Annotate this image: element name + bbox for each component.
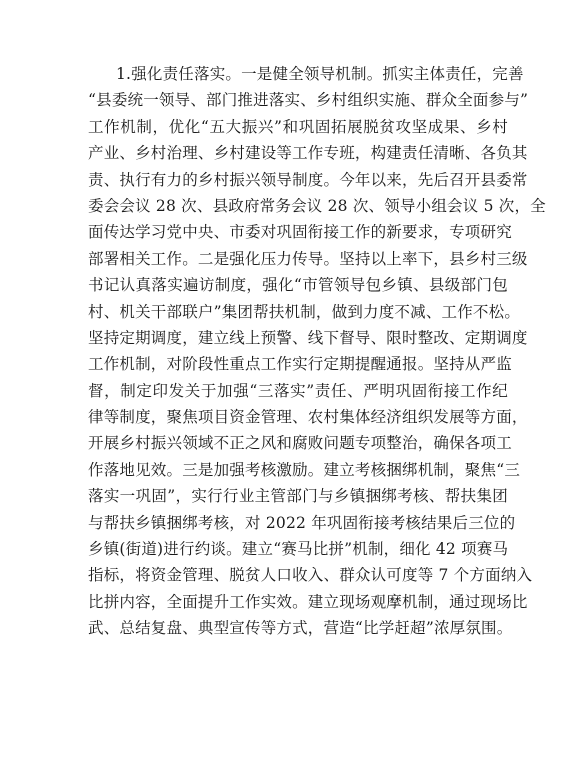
paragraph-line: 落实一巩固”，实行行业主管部门与乡镇捆绑考核、帮扶集团 xyxy=(88,487,508,506)
paragraph-line: 与帮扶乡镇捆绑考核，对 2022 年巩固衔接考核结果后三位的 xyxy=(88,513,516,532)
paragraph-line: 面传达学习党中央、市委对巩固衔接工作的新要求，专项研究 xyxy=(88,223,512,242)
paragraph-line: 村、机关干部联户”集团帮扶机制，做到力度不减、工作不松。 xyxy=(88,302,521,321)
paragraph-line: 工作机制，优化“五大振兴”和巩固拓展脱贫攻坚成果、乡村 xyxy=(88,117,508,136)
paragraph-line: 指标，将资金管理、脱贫人口收入、群众认可度等 7 个方面纳入 xyxy=(88,566,533,585)
paragraph-line: “县委统一领导、部门推进落实、乡村组织实施、群众全面参与” xyxy=(88,91,529,110)
paragraph-line: 比拼内容，全面提升工作实效。建立现场观摩机制，通过现场比 xyxy=(88,592,528,611)
paragraph-line: 责、执行有力的乡村振兴领导制度。今年以来，先后召开县委常 xyxy=(88,170,528,189)
paragraph-line: 委会会议 28 次、县政府常务会议 28 次、领导小组会议 5 次，全 xyxy=(88,196,546,215)
paragraph-line: 督，制定印发关于加强“三落实”责任、严明巩固衔接工作纪 xyxy=(88,381,508,400)
paragraph-line: 工作机制，对阶段性重点工作实行定期提醒通报。坚持从严监 xyxy=(88,355,512,374)
paragraph-line: 乡镇(街道)进行约谈。建立“赛马比拼”机制，细化 42 项赛马 xyxy=(88,540,509,559)
paragraph-line: 部署相关工作。二是强化压力传导。坚持以上率下，县乡村三级 xyxy=(88,249,528,268)
paragraph-line: 1.强化责任落实。一是健全领导机制。抓实主体责任，完善 xyxy=(116,65,524,83)
paragraph-line: 武、总结复盘、典型宣传等方式，营造“比学赶超”浓厚氛围。 xyxy=(88,619,513,638)
paragraph-line: 产业、乡村治理、乡村建设等工作专班，构建责任清晰、各负其 xyxy=(88,144,528,163)
paragraph-line: 开展乡村振兴领域不正之风和腐败问题专项整治，确保各项工 xyxy=(88,434,512,453)
paragraph-line: 坚持定期调度，建立线上预警、线下督导、限时整改、定期调度 xyxy=(88,328,528,347)
paragraph-line: 律等制度，聚焦项目资金管理、农村集体经济组织发展等方面， xyxy=(88,408,528,427)
paragraph-line: 作落地见效。三是加强考核激励。建立考核捆绑机制，聚焦“三 xyxy=(88,460,521,479)
body-paragraph xyxy=(88,61,546,642)
paragraph-line: 书记认真落实遍访制度，强化“市管领导包乡镇、县级部门包 xyxy=(88,276,508,295)
